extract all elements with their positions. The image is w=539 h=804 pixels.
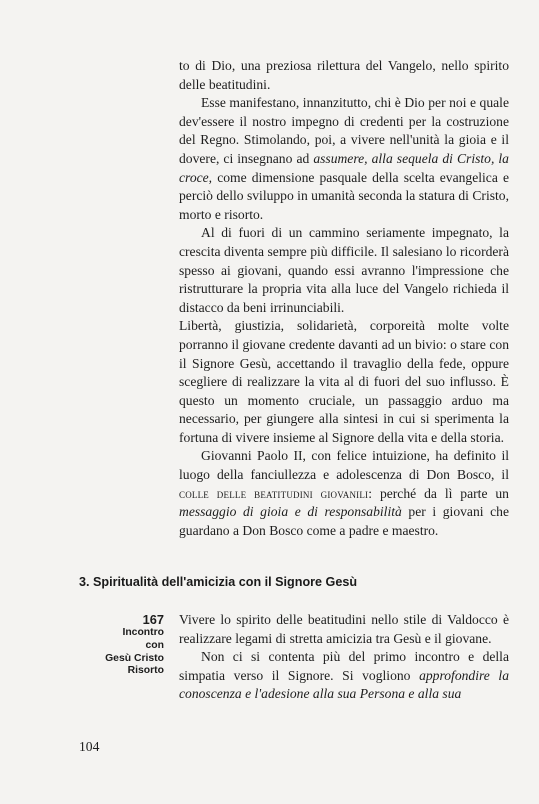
margin-note xyxy=(90,612,164,678)
paragraph-beatitudes: Esse manifestano, innanzitutto, chi è Dio per noi e quale dev'essere il nostro impegno di credenti per la costruzione del Regno. Stimolando, poi, a vivere nell'unità la gioia e il dovere, ci insegnano ad assumere, alla sequela di Cristo, la croce, come dimensione pasquale della scelta evangelica e perciò dello sviluppo in umanità seconda la statura di Cristo, morto e risorto. xyxy=(179,95,509,222)
margin-line: con xyxy=(145,639,164,651)
margin-line: Gesù Cristo xyxy=(105,652,164,664)
margin-line: Risorto xyxy=(127,665,164,677)
margin-number: 167 xyxy=(142,612,164,627)
page-number: 104 xyxy=(79,739,100,754)
paragraph-valdocco: Vivere lo spirito delle beatitudini nello stile di Valdocco è realizzare legami di stretta amicizia tra Gesù e il giovane. xyxy=(179,612,509,646)
paragraph-continuation: to di Dio, una preziosa rilettura del Vangelo, nello spirito delle beatitudini. xyxy=(179,58,509,92)
paragraph-growth: Al di fuori di un cammino seriamente impegnato, la crescita diventa sempre più difficile. Il salesiano lo ricorderà spesso ai giovani, quando essi avranno l'impressione che ristrutturare la propria vita alla luce del Vangelo richieda il distacco da beni irrinunciabili. xyxy=(179,225,509,315)
paragraph-john-paul: Giovanni Paolo II, con felice intuizione, ha definito il luogo della fanciullezza e adolescenza di Don Bosco, il colle delle beatitudini giovanili: perché da lì parte un messaggio di gioia e di responsabilità per i giovani che guardano a Don Bosco come a padre e maestro. xyxy=(179,448,509,538)
section-heading: 3. Spiritualità dell'amicizia con il Signore Gesù xyxy=(79,575,358,589)
main-text-block xyxy=(179,57,509,540)
margin-line: Incontro xyxy=(122,627,164,638)
paragraph-encounter: Non ci si contenta più del primo incontro e della simpatia verso il Signore. Si vogliono approfondire la conoscenza e l'adesione alla sua Persona e alla sua xyxy=(179,649,509,702)
paragraph-freedom: Libertà, giustizia, solidarietà, corporeità molte volte porranno il giovane credente davanti ad un bivio: o stare con il Signore Gesù, accettando il travaglio della fede, oppure scegliere di realizzare la vita al di fuori del suo influsso. È questo un momento cruciale, un passaggio arduo ma necessario, per giungere alla sintesi in cui si sperimenta la fortuna di vivere insieme al Signore della vita e della storia. xyxy=(179,318,509,445)
section-text-block xyxy=(179,611,509,704)
